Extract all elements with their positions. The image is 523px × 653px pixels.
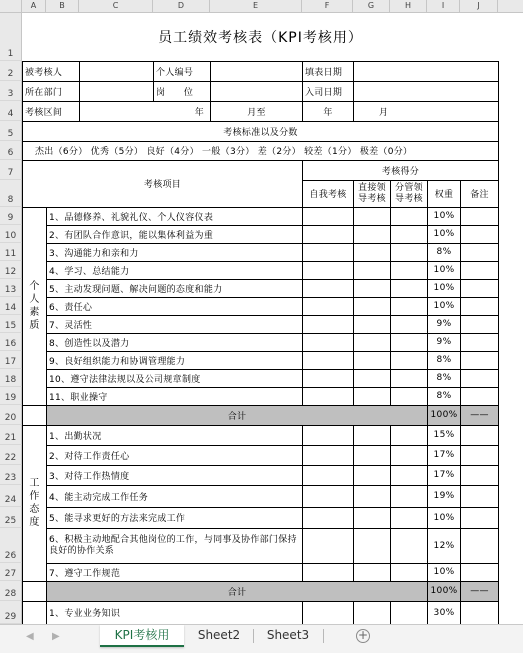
item-weight[interactable]: 9% (428, 333, 461, 351)
sheet-title[interactable]: 员工绩效考核表（KPI考核用） (23, 13, 499, 61)
standard-scale[interactable]: 杰出（6分） 优秀（5分） 良好（4分） 一般（3分） 差（2分） 较差（1分） 极差（0分） (23, 141, 499, 160)
item-weight[interactable]: 8% (428, 387, 461, 405)
item-weight[interactable]: 8% (428, 351, 461, 369)
item-weight[interactable]: 10% (428, 563, 461, 581)
cell-period-year2[interactable]: 年 (303, 101, 354, 121)
row-header[interactable]: 18 (0, 369, 22, 387)
label-dept[interactable]: 所在部门 (23, 81, 80, 101)
total-note[interactable]: —— (461, 581, 499, 601)
label-emp-no[interactable]: 个人编号 (154, 61, 211, 81)
tab-kpi[interactable]: KPI考核用 (100, 625, 184, 647)
header-dept-leader[interactable]: 分管领导考核 (391, 180, 428, 207)
item-text[interactable]: 2、对待工作责任心 (47, 445, 303, 465)
item-text[interactable]: 4、学习、总结能力 (47, 261, 303, 279)
row-header[interactable]: 9 (0, 207, 22, 225)
label-join-date[interactable]: 入司日期 (303, 81, 354, 101)
row-header[interactable]: 29 (0, 601, 22, 624)
row-header[interactable]: 28 (0, 581, 22, 601)
row-header[interactable]: 25 (0, 507, 22, 528)
item-text[interactable]: 10、遵守法律法规以及公司规章制度 (47, 369, 303, 387)
item-weight[interactable]: 10% (428, 297, 461, 315)
select-all-corner[interactable] (0, 0, 22, 13)
cell-fill-date-value[interactable] (354, 61, 499, 81)
row-header[interactable]: 19 (0, 387, 22, 405)
standard-title[interactable]: 考核标准以及分数 (23, 121, 499, 141)
next-sheet-icon[interactable]: ▶ (52, 631, 60, 642)
item-weight[interactable]: 8% (428, 243, 461, 261)
cell-join-date-value[interactable] (354, 81, 499, 101)
label-position[interactable]: 岗 位 (154, 81, 211, 101)
row-header[interactable]: 5 (0, 121, 22, 141)
cell-emp-no-value[interactable] (211, 61, 303, 81)
cell-assessee-value[interactable] (80, 61, 154, 81)
item-text[interactable]: 5、主动发现问题、解决问题的态度和能力 (47, 279, 303, 297)
total-weight[interactable]: 100% (428, 581, 461, 601)
row-header[interactable]: 15 (0, 315, 22, 333)
item-text[interactable]: 3、沟通能力和亲和力 (47, 243, 303, 261)
column-header-i[interactable]: I (427, 0, 460, 13)
item-weight[interactable]: 10% (428, 279, 461, 297)
cell-period-month-to[interactable]: 月至 (211, 101, 303, 121)
row-header[interactable]: 27 (0, 563, 22, 581)
header-note[interactable]: 备注 (461, 180, 499, 207)
item-weight[interactable]: 15% (428, 425, 461, 445)
row-header[interactable]: 3 (0, 81, 22, 101)
item-text[interactable]: 7、遵守工作规范 (47, 563, 303, 581)
total-note[interactable]: —— (461, 405, 499, 425)
row-header[interactable]: 7 (0, 160, 22, 180)
column-header-d[interactable]: D (153, 0, 210, 13)
total-label[interactable]: 合计 (47, 581, 428, 601)
item-weight[interactable]: 10% (428, 261, 461, 279)
section-personal-quality[interactable]: 个人素质 (23, 207, 47, 405)
add-sheet-icon[interactable]: + (357, 628, 369, 642)
prev-sheet-icon[interactable]: ◀ (26, 631, 34, 642)
item-weight[interactable]: 12% (428, 528, 461, 563)
column-header-g[interactable]: G (353, 0, 390, 13)
cell-grid[interactable] (22, 13, 499, 624)
cell-period-year1[interactable]: 年 (80, 101, 211, 121)
column-header-blank (498, 0, 523, 13)
header-direct[interactable]: 直接领导考核 (354, 180, 391, 207)
item-weight[interactable]: 9% (428, 315, 461, 333)
item-text[interactable]: 7、灵活性 (47, 315, 303, 333)
label-period[interactable]: 考核区间 (23, 101, 80, 121)
cell-period-month2[interactable]: 月 (354, 101, 499, 121)
column-header-b[interactable]: B (46, 0, 79, 13)
item-text[interactable]: 3、对待工作热情度 (47, 465, 303, 485)
item-weight[interactable]: 17% (428, 465, 461, 485)
item-text[interactable]: 4、能主动完成工作任务 (47, 485, 303, 507)
item-weight[interactable]: 17% (428, 445, 461, 465)
column-header-h[interactable]: H (390, 0, 427, 13)
header-item[interactable]: 考核项目 (23, 160, 303, 207)
label-assessee[interactable]: 被考核人 (23, 61, 80, 81)
row-header[interactable]: 21 (0, 425, 22, 445)
cell-dept-value[interactable] (80, 81, 154, 101)
tab-sheet3[interactable]: Sheet3 (266, 628, 310, 642)
item-weight[interactable]: 10% (428, 207, 461, 225)
column-header-f[interactable]: F (302, 0, 353, 13)
kpi-table (22, 13, 499, 624)
item-text[interactable]: 8、创造性以及潜力 (47, 333, 303, 351)
item-text[interactable]: 11、职业操守 (47, 387, 303, 405)
row-header[interactable]: 6 (0, 141, 22, 160)
row-header[interactable]: 8 (0, 180, 22, 207)
row-header[interactable]: 17 (0, 351, 22, 369)
row-header[interactable]: 20 (0, 405, 22, 425)
label-fill-date[interactable]: 填表日期 (303, 61, 354, 81)
item-text[interactable]: 1、专业业务知识 (47, 601, 303, 624)
tab-sheet2[interactable]: Sheet2 (197, 628, 241, 642)
section-work-attitude[interactable]: 工作态度 (23, 425, 47, 581)
item-text[interactable]: 1、出勤状况 (47, 425, 303, 445)
tab-separator (253, 629, 254, 643)
row-header[interactable]: 23 (0, 465, 22, 485)
item-weight[interactable]: 30% (428, 601, 461, 624)
row-header[interactable]: 13 (0, 279, 22, 297)
item-text[interactable]: 5、能寻求更好的方法来完成工作 (47, 507, 303, 528)
row-header[interactable]: 2 (0, 61, 22, 81)
item-weight[interactable]: 8% (428, 369, 461, 387)
row-header[interactable]: 14 (0, 297, 22, 315)
total-label[interactable]: 合计 (47, 405, 428, 425)
item-text[interactable]: 6、积极主动地配合其他岗位的工作，与同事及协作部门保持良好的协作关系 (47, 528, 303, 563)
sheet-tab-bar (0, 624, 523, 653)
column-header-a[interactable]: A (22, 0, 46, 13)
column-header-j[interactable]: J (460, 0, 498, 13)
row-header[interactable]: 24 (0, 485, 22, 507)
header-self[interactable]: 自我考核 (303, 180, 354, 207)
column-header-e[interactable]: E (210, 0, 302, 13)
row-header[interactable]: 22 (0, 445, 22, 465)
row-header[interactable]: 1 (0, 13, 22, 61)
row-header[interactable]: 16 (0, 333, 22, 351)
item-text[interactable]: 6、责任心 (47, 297, 303, 315)
item-weight[interactable]: 10% (428, 225, 461, 243)
column-header-c[interactable]: C (79, 0, 153, 13)
row-header[interactable]: 11 (0, 243, 22, 261)
total-weight[interactable]: 100% (428, 405, 461, 425)
row-header[interactable]: 26 (0, 528, 22, 563)
item-weight[interactable]: 10% (428, 507, 461, 528)
cell-position-value[interactable] (211, 81, 303, 101)
row-header[interactable]: 12 (0, 261, 22, 279)
tab-separator (323, 629, 324, 643)
item-text[interactable]: 9、良好组织能力和协调管理能力 (47, 351, 303, 369)
row-header[interactable]: 4 (0, 101, 22, 121)
item-weight[interactable]: 19% (428, 485, 461, 507)
row-header[interactable]: 10 (0, 225, 22, 243)
item-text[interactable]: 2、有团队合作意识，能以集体利益为重 (47, 225, 303, 243)
header-weight[interactable]: 权重 (428, 180, 461, 207)
item-text[interactable]: 1、品德修养、礼貌礼仪、个人仪容仪表 (47, 207, 303, 225)
header-score[interactable]: 考核得分 (303, 160, 499, 180)
